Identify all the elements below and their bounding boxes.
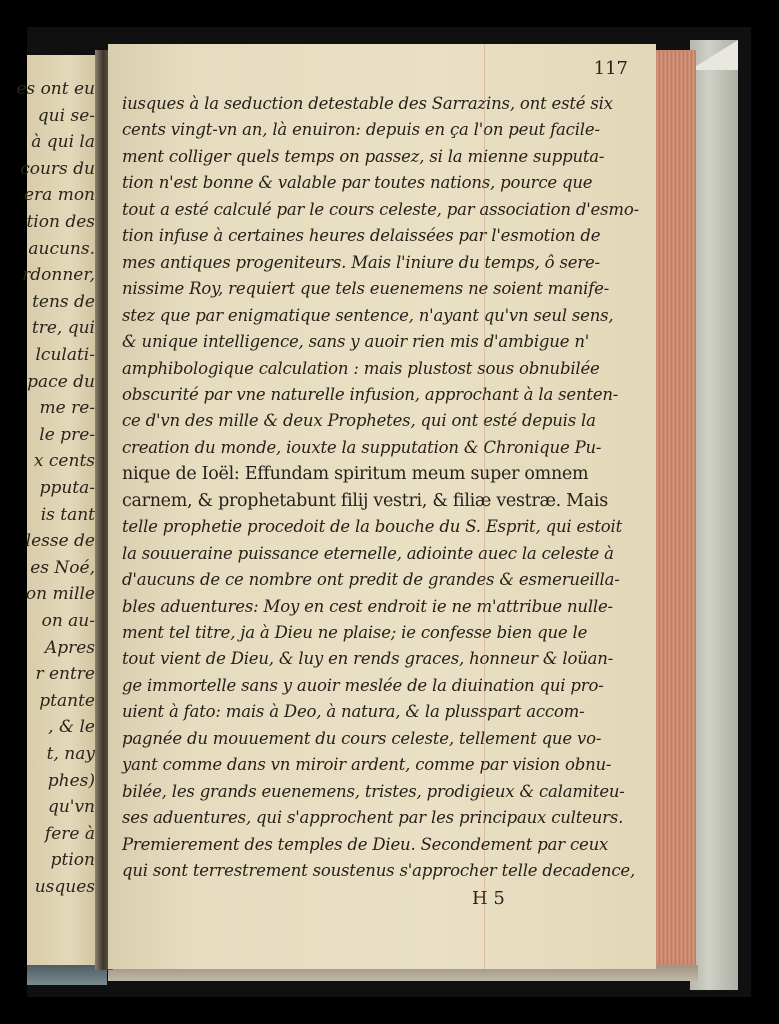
cover-corner (690, 40, 738, 70)
left-page-line: lculati- (35, 345, 95, 365)
left-page-line: qui se- (37, 105, 95, 126)
left-page-line: rdonner, (22, 265, 95, 286)
left-page-line: pputa- (39, 478, 95, 498)
left-page-line: aucuns. (28, 238, 95, 259)
text-line: d'aucuns de ce nombre ont predit de grandes & esmerueilla- (122, 570, 620, 590)
text-line: yant comme dans vn miroir ardent, comme par vision obnu- (122, 755, 612, 775)
text-line: telle prophetie procedoit de la bouche du S. Esprit, qui estoit (122, 517, 622, 537)
left-page-line: es ont eu (16, 79, 95, 99)
book-cover-board (690, 40, 738, 990)
text-line: tout vient de Dieu, & luy en rends graces, honneur & loüan- (122, 649, 614, 669)
text-line: stez que par enigmatique sentence, n'ayant qu'vn seul sens, (122, 305, 614, 325)
right-page (108, 44, 656, 969)
left-page-line: me re- (39, 398, 95, 419)
left-page-line: es Noé, (30, 557, 95, 578)
left-page-line: à qui la (31, 132, 95, 153)
text-line: cents vingt-vn an, là enuiron: depuis en ça l'on peut facile- (122, 120, 600, 140)
text-line: la souueraine puissance eternelle, adiointe auec la celeste à (122, 543, 614, 563)
left-page-line: ptante (39, 690, 95, 711)
text-line: ge immortelle sans y auoir meslée de la diuination qui pro- (122, 675, 604, 695)
left-page-line: tre, qui (31, 318, 95, 339)
left-page-line: cours du (20, 158, 95, 179)
left-page-line: t, nay (46, 744, 95, 764)
left-page-line: tens de (32, 291, 95, 312)
text-line: & unique intelligence, sans y auoir rien mis d'ambigue n' (122, 332, 590, 352)
text-line: ment colliger quels temps on passez, si la mienne supputa- (122, 146, 605, 166)
text-line: bilée, les grands euenemens, tristes, prodigieux & calamiteu- (122, 781, 625, 801)
text-line: qui sont terrestrement soustenus s'approcher telle decadence, (122, 861, 635, 881)
left-page-line: qu'vn (47, 797, 95, 818)
text-line: nissime Roy, requiert que tels euenemens ne soient manife- (122, 279, 610, 299)
text-line: tion n'est bonne & valable par toutes nations, pource que (122, 173, 593, 193)
page-crease (484, 44, 485, 969)
text-line: iusques à la seduction detestable des Sarrazins, ont esté six (122, 94, 613, 113)
left-page-line: usques (34, 877, 95, 897)
left-page-line: lesse de (25, 531, 95, 552)
text-line: pagnée du mouuement du cours celeste, tellement que vo- (122, 728, 602, 748)
left-page-line: fere à (44, 823, 95, 844)
left-page-line: pace du (27, 371, 95, 392)
page-edges (656, 50, 696, 968)
page-number: 117 (593, 58, 628, 79)
text-line: tout a esté calculé par le cours celeste, par association d'esmo- (122, 199, 639, 219)
text-line: ses aduentures, qui s'approchent par les principaux culteurs. (122, 808, 624, 828)
text-line: bles aduentures: Moy en cest endroit ie ne m'attribue nulle- (122, 596, 613, 616)
text-line: ce d'vn des mille & deux Prophetes, qui ont esté depuis la (122, 411, 596, 431)
text-line: carnem, & prophetabunt filij vestri, & filiæ vestræ. Mais (122, 490, 608, 511)
left-page-line: r entre (35, 664, 95, 685)
left-page (16, 55, 99, 965)
text-line: creation du monde, iouxte la supputation & Chronique Pu- (122, 437, 602, 457)
left-page-line: phes) (47, 770, 95, 791)
text-line: ment tel titre, ja à Dieu ne plaise; ie confesse bien que le (122, 623, 588, 642)
left-page-line: is tant (40, 504, 95, 525)
text-line: uient à fato: mais à Deo, à natura, & la plusspart accom- (122, 702, 585, 722)
text-line: Premierement des temples de Dieu. Secondement par ceux (122, 834, 609, 854)
text-line: nique de Ioël: Effundam spiritum meum super omnem (122, 464, 589, 485)
left-page-line: Apres (44, 637, 95, 658)
signature-mark: H 5 (472, 888, 505, 909)
text-line: obscurité par vne naturelle infusion, approchant à la senten- (122, 384, 619, 404)
left-page-line: ption (50, 850, 95, 871)
left-page-line: tion des (26, 212, 95, 232)
left-page-line: le pre- (39, 424, 95, 445)
left-page-line: on au- (41, 611, 95, 631)
left-page-line: , & le (48, 717, 95, 738)
left-page-line: on mille (25, 584, 95, 605)
text-line: mes antiques progeniteurs. Mais l'iniure du temps, ô sere- (122, 252, 600, 272)
left-page-line: x cents (33, 451, 95, 472)
text-line: tion infuse à certaines heures delaissées par l'esmotion de (122, 226, 601, 246)
left-page-line: era mon (23, 185, 95, 206)
text-line: amphibologique calculation : mais plustost sous obnubilée (122, 358, 600, 378)
